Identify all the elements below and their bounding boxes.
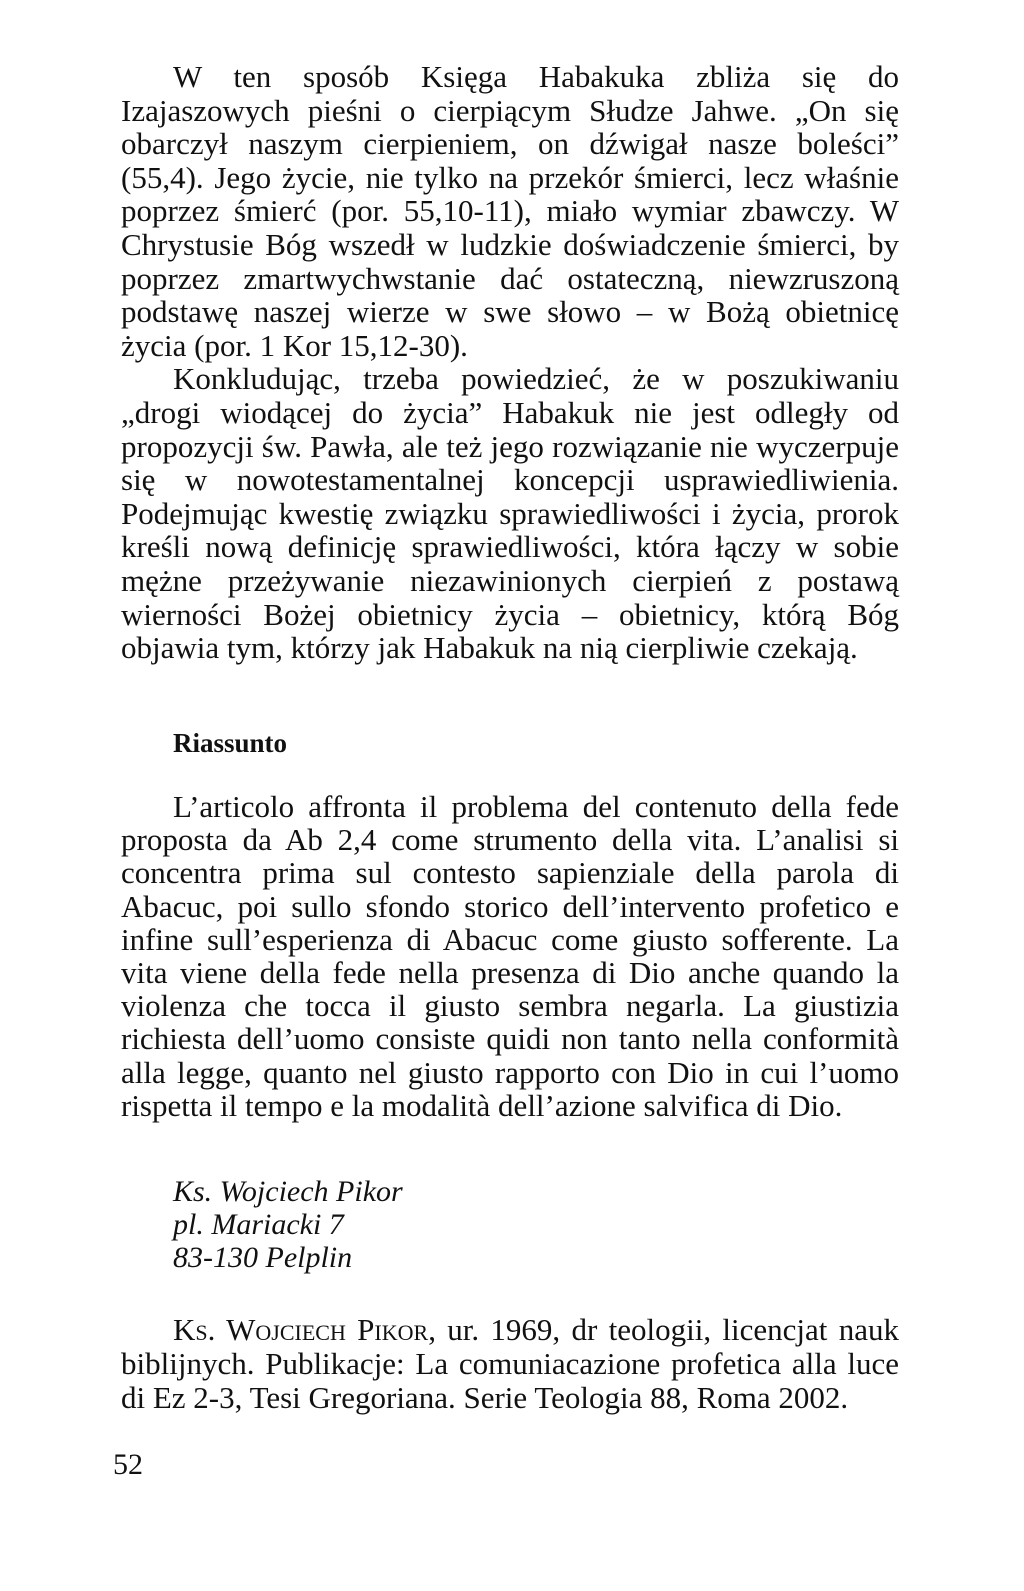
bio-text: , ur. 1969, dr teologii, licencjat nauk biblijnych. Publikacje: La comuniacazione profetica alla luce di Ez 2-3, Tesi Gregoriana. Serie Teologia 88, Roma 2002.	[121, 1312, 899, 1415]
author-address	[173, 1175, 403, 1274]
paragraph-2: Konkludując, trzeba powiedzieć, że w poszukiwaniu „drogi wiodącej do życia” Habakuk nie jest odległy od propozycji św. Pawła, ale też jego rozwiązanie nie wyczerpuje się w nowotestamentalnej koncepcji usprawiedliwienia. Podejmując kwestię związku sprawiedliwości i życia, prorok kreśli nową definicję sprawiedliwości, która łączy w sobie mężne przeżywanie niezawinionych cierpień z postawą wierności Bożej obietnicy życia – obietnicy, którą Bóg objawia tym, którzy jak Habakuk na nią cierpliwie czekają.	[121, 361, 899, 666]
paragraph-1: W ten sposób Księga Habakuka zbliża się do Izajaszowych pieśni o cierpiącym Słudze Jahwe. „On się obarczył naszym cierpieniem, on dźwigał nasze boleści” (55,4). Jego życie, nie tylko na przekór śmierci, lecz właśnie poprzez śmierć (por. 55,10-11), miało wymiar zbawczy. W Chrystusie Bóg wszedł w ludzkie doświadczenie śmierci, by poprzez zmartwychwstanie dać ostateczną, niewzruszoną podstawę naszej wierze w swe słowo – w Bożą obietnicę życia (por. 1 Kor 15,12-30).	[121, 59, 899, 363]
author-bio	[121, 1313, 899, 1414]
summary-heading: Riassunto	[173, 728, 288, 758]
page-number: 52	[113, 1448, 143, 1481]
body-text	[121, 60, 899, 665]
address-line-3: 83-130 Pelplin	[173, 1241, 353, 1274]
address-line-1: Ks. Wojciech Pikor	[173, 1175, 403, 1208]
author-name: Ks. Wojciech Pikor	[173, 1312, 429, 1347]
page-content	[121, 59, 899, 1415]
summary-text: L’articolo affronta il problema del contenuto della fede proposta da Ab 2,4 come strumento della vita. L’analisi si concentra prima sul contesto sapienziale della parola di Abacuc, poi sullo sfondo storico dell’intervento profetico e infine sull’esperienza di Abacuc come giusto sofferente. La vita viene della fede nella presenza di Dio anche quando la violenza che tocca il giusto sembra negarla. La giustizia richiesta dell’uomo consiste quidi non tanto nella conformità alla legge, quanto nel giusto rapporto con Dio in cui l’uomo rispetta il tempo e la modalità dell’azione salvifica di Dio.	[121, 789, 899, 1123]
address-line-2: pl. Mariacki 7	[173, 1208, 344, 1241]
